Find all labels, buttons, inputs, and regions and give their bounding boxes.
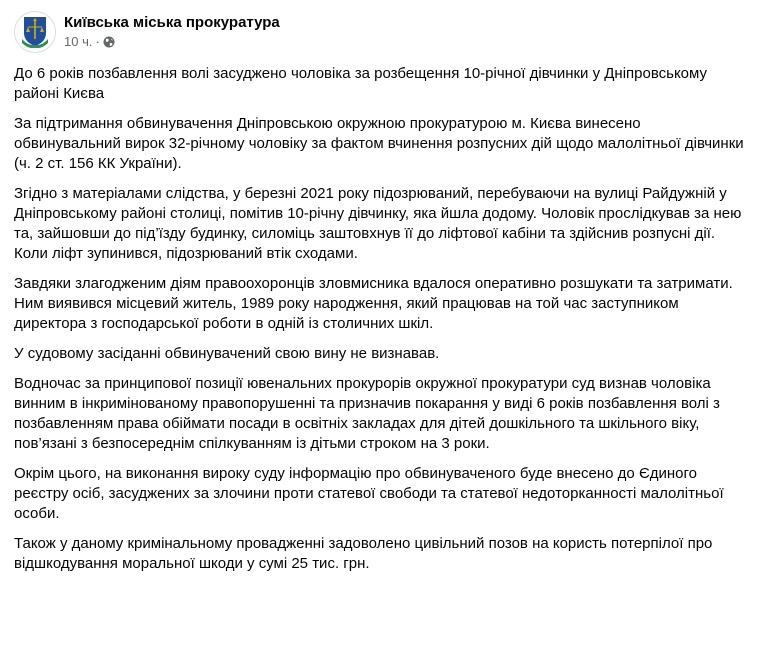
post-paragraph: Водночас за принципової позиції ювенальних прокурорів окружної прокуратури суд визнав чоловіка винним в інкримінованому правопорушенні та призначив покарання у виді 6 років позбавлення волі з позбавленням права обіймати посади в освітніх закладах для дітей дошкільного та шкільного віку, пов’язані з безпосереднім спілкуванням із дітьми строком на 3 роки. xyxy=(14,375,720,452)
post-paragraph: За підтримання обвинувачення Дніпровською окружною прокуратурою м. Києва винесено обвинувальний вирок 32-річному чоловіку за фактом вчинення розпусних дій щодо малолітньої дівчинки (ч. 2 ст. 156 КК України). xyxy=(14,115,744,172)
post-paragraph: Згідно з матеріалами слідства, у березні 2021 року підозрюваний, перебуваючи на вулиці Райдужній у Дніпровському районі столиці, помітив 10-річну дівчинку, яка йшла додому. Чоловік прослідкував за нею та, зайшовши до під’їзду будинку, силоміць заштовхнув її до ліфтової кабіни та здійснив розпусні дії. Коли ліфт зупинився, підозрюваний втік сходами. xyxy=(14,185,742,262)
post-paragraph: Окрім цього, на виконання вироку суду інформацію про обвинуваченого буде внесено до Єдиного реєстру осіб, засуджених за злочини проти статевої свободи та статевої недоторканності малолітньої особи. xyxy=(14,465,724,522)
page-avatar[interactable] xyxy=(14,11,56,53)
post-paragraph: Також у даному кримінальному провадженні задоволено цивільний позов на користь потерпілої про відшкодування моральної шкоди у сумі 25 тис. грн. xyxy=(14,535,713,572)
page-name-link[interactable]: Київська міська прокуратура xyxy=(64,14,280,31)
globe-icon[interactable] xyxy=(103,36,115,48)
post-timestamp[interactable]: 10 ч. xyxy=(64,34,93,49)
post-header-text xyxy=(64,13,280,51)
prosecutor-emblem-icon xyxy=(20,15,50,49)
post-paragraph: Завдяки злагодженим діям правоохоронців зловмисника вдалося оперативно розшукати та затримати. Ним виявився місцевий житель, 1989 року народження, який працював на той час заступником директора з господарської роботи в одній із столичних шкіл. xyxy=(14,275,733,332)
post-paragraph: У судовому засіданні обвинувачений свою вину не визнавав. xyxy=(14,345,440,362)
post-body xyxy=(14,64,749,584)
post-paragraph-headline: До 6 років позбавлення волі засуджено чоловіка за розбещення 10-річної дівчинки у Дніпровському районі Києва xyxy=(14,65,708,102)
post-meta xyxy=(64,33,280,51)
meta-separator: · xyxy=(95,34,100,49)
post-header xyxy=(14,10,280,54)
